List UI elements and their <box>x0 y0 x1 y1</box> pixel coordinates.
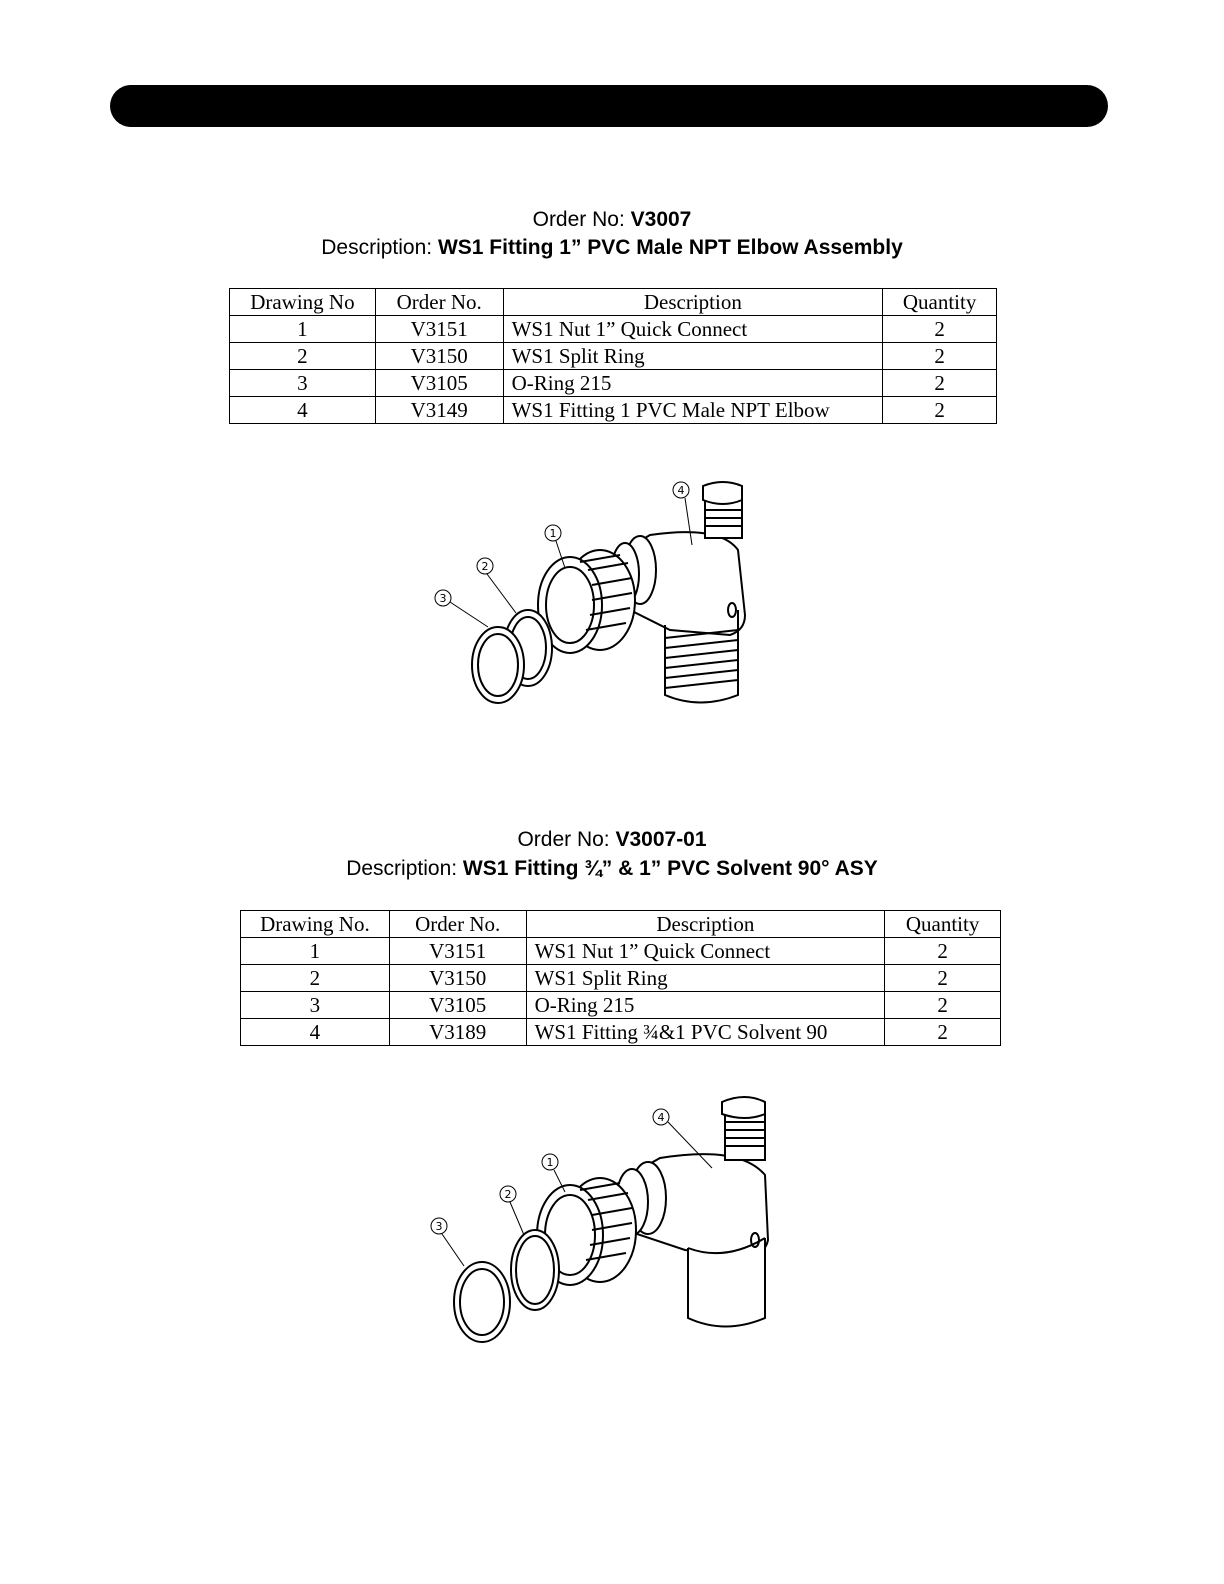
callout-label: 2 <box>504 1188 512 1201</box>
callout-label: 1 <box>549 527 557 540</box>
order-no-cell: V3151 <box>375 316 503 343</box>
callout-label: 1 <box>546 1156 554 1169</box>
drawing-no-cell: 2 <box>230 343 376 370</box>
column-header: Order No. <box>389 911 526 938</box>
order-value: V3007-01 <box>615 828 707 851</box>
quick-connect-nut <box>538 550 635 653</box>
description-line-2 <box>0 854 1224 884</box>
quantity-cell: 2 <box>883 316 997 343</box>
table-row <box>230 397 997 424</box>
elbow-assembly-diagram-1 <box>420 470 780 715</box>
callout-3 <box>435 590 488 627</box>
table-row <box>241 965 1001 992</box>
quantity-cell: 2 <box>883 343 997 370</box>
table-row <box>230 370 997 397</box>
column-header: Description <box>503 289 883 316</box>
parts-table-1 <box>229 288 997 424</box>
quantity-cell: 2 <box>883 397 997 424</box>
quantity-cell: 2 <box>885 992 1001 1019</box>
elbow-assembly-diagram-2 <box>420 1090 780 1350</box>
parts-table-2 <box>240 910 1001 1046</box>
order-number-line-1 <box>0 205 1224 235</box>
callout-3 <box>431 1218 464 1266</box>
callout-label: 2 <box>481 560 489 573</box>
description-cell: WS1 Nut 1” Quick Connect <box>526 938 885 965</box>
o-ring <box>454 1262 510 1342</box>
description-cell: WS1 Split Ring <box>526 965 885 992</box>
order-no-cell: V3105 <box>375 370 503 397</box>
quantity-cell: 2 <box>883 370 997 397</box>
quantity-cell: 2 <box>885 1019 1001 1046</box>
order-number-line-2 <box>0 825 1224 855</box>
table-row <box>230 316 997 343</box>
description-cell: O-Ring 215 <box>526 992 885 1019</box>
description-cell: WS1 Split Ring <box>503 343 883 370</box>
header-bar <box>110 85 1108 127</box>
order-label: Order No: <box>517 828 616 851</box>
order-no-cell: V3151 <box>389 938 526 965</box>
table-row <box>230 343 997 370</box>
drawing-no-cell: 4 <box>241 1019 390 1046</box>
column-header: Drawing No <box>230 289 376 316</box>
column-header: Drawing No. <box>241 911 390 938</box>
table-row <box>241 992 1001 1019</box>
column-header: Order No. <box>375 289 503 316</box>
description-value: WS1 Fitting 1” PVC Male NPT Elbow Assembly <box>437 236 903 259</box>
order-no-cell: V3149 <box>375 397 503 424</box>
callout-label: 3 <box>439 592 447 605</box>
description-label: Description: <box>346 857 463 880</box>
drawing-no-cell: 1 <box>230 316 376 343</box>
quantity-cell: 2 <box>885 965 1001 992</box>
quantity-cell: 2 <box>885 938 1001 965</box>
column-header: Quantity <box>883 289 997 316</box>
description-line-1 <box>0 233 1224 263</box>
callout-label: 4 <box>677 484 685 497</box>
callout-2 <box>500 1186 524 1235</box>
column-header: Description <box>526 911 885 938</box>
drawing-no-cell: 4 <box>230 397 376 424</box>
order-label: Order No: <box>532 208 631 231</box>
callout-label: 4 <box>657 1111 665 1124</box>
drawing-no-cell: 3 <box>230 370 376 397</box>
column-header: Quantity <box>885 911 1001 938</box>
drawing-no-cell: 3 <box>241 992 390 1019</box>
description-cell: WS1 Nut 1” Quick Connect <box>503 316 883 343</box>
order-no-cell: V3150 <box>389 965 526 992</box>
description-label: Description: <box>321 236 438 259</box>
solvent-90-elbow <box>616 1097 768 1327</box>
table-header-row <box>230 289 997 316</box>
callout-label: 3 <box>435 1220 443 1233</box>
description-cell: WS1 Fitting 1 PVC Male NPT Elbow <box>503 397 883 424</box>
order-no-cell: V3189 <box>389 1019 526 1046</box>
order-value: V3007 <box>630 208 692 231</box>
order-no-cell: V3105 <box>389 992 526 1019</box>
drawing-no-cell: 1 <box>241 938 390 965</box>
description-cell: O-Ring 215 <box>503 370 883 397</box>
table-row <box>241 1019 1001 1046</box>
o-ring <box>472 627 524 703</box>
table-header-row <box>241 911 1001 938</box>
description-value: WS1 Fitting ¾” & 1” PVC Solvent 90° ASY <box>462 857 878 880</box>
split-ring <box>511 1230 559 1310</box>
drawing-no-cell: 2 <box>241 965 390 992</box>
description-cell: WS1 Fitting ¾&1 PVC Solvent 90 <box>526 1019 885 1046</box>
order-no-cell: V3150 <box>375 343 503 370</box>
callout-2 <box>477 558 516 613</box>
table-row <box>241 938 1001 965</box>
